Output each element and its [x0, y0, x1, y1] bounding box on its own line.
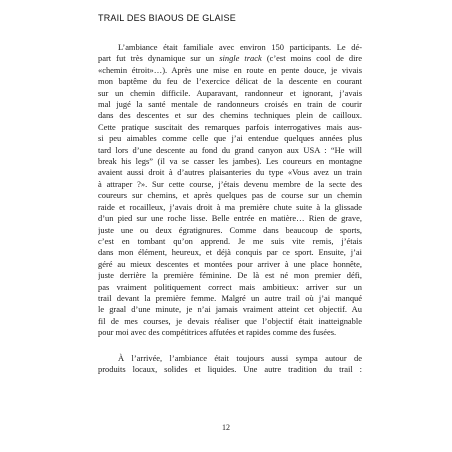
text-line: Cette pratique suscitait des remarques parfois interrogatives mais aus-: [98, 121, 362, 132]
text-line: coureurs sur chemins, et après quelques pas de course sur un chemin: [98, 190, 362, 201]
text-line: d’un pied sur une roche lisse. Belle entrée en matière… Rien de grave,: [98, 213, 362, 224]
text-line: dans des descentes et sur des chemins techniques plein de cailloux.: [98, 110, 362, 121]
text-line: juste une ou deux égratignures. Comme dans beaucoup de sports,: [98, 224, 362, 235]
text-line: avaient aussi droit à d’autres plaisanteries du type «Vous avez un train: [98, 167, 362, 178]
paragraph-1: [98, 42, 362, 339]
page-number: 12: [222, 423, 230, 432]
text-line: sur un chemin difficile. Auparavant, randonneur et ignorant, j’avais: [98, 87, 362, 98]
paragraph-spacing: [98, 339, 362, 353]
text-line: À l’arrivée, l’ambiance était toujours aussi sympa autour de: [118, 352, 362, 363]
text-line: mon baptême du feu de l’exercice délicat de la descente en courant: [98, 76, 362, 87]
text-line: raide et rocailleux, j’avais droit à ma première chute suite à la glissade: [98, 201, 362, 212]
text-line: break his legs” (il va se casser les jambes). Les coureurs en montagne: [98, 156, 362, 167]
running-head-title: TRAIL DES BIAOUS DE GLAISE: [98, 13, 236, 23]
text-line: à attraper ?». Sur cette course, j’étais devenu membre de la secte des: [98, 178, 362, 189]
text-line: c’est en tombant qu’on apprend. Je me suis vite remis, j’étais: [98, 235, 362, 246]
text-line: si peu aimables comme celle que j’ai entendue quelques années plus: [98, 133, 362, 144]
text-line: fil de mes courses, je devais réaliser que l’objectif était inatteignable: [98, 315, 362, 326]
text-line: géré au mieux descentes et montées pour arriver à une place honnête,: [98, 258, 362, 269]
text-line: mal jugé la santé mentale de randonneurs croisés en train de courir: [98, 99, 362, 110]
text-line: L’ambiance était familiale avec environ 150 participants. Le dé-: [118, 42, 362, 52]
text-line: pour moi avec des compétitrices affutées et rapides comme des fusées.: [98, 327, 337, 338]
paragraph-2: [98, 353, 362, 376]
body-text: [98, 42, 362, 375]
italic-term: single track: [219, 53, 262, 64]
text-line: trail devant la première femme. Malgré un autre trail où j’ai manqué: [98, 292, 362, 303]
text-line: dans mon élément, heureux, et déjà conquis par ce sport. Ensuite, j’ai: [98, 247, 362, 258]
text-line: produits locaux, solides et liquides. Une autre tradition du trail :: [98, 363, 362, 374]
text-line: juste derrière la première féminine. De là est né mon premier défi,: [98, 270, 362, 281]
text-line: «chemin étroit»…). Après une mise en route en pente douce, je vivais: [98, 64, 362, 75]
text-line: part fut très dynamique sur un single track (c’est moins cool de dire: [98, 53, 362, 64]
text-line: pas vraiment politiquement correct mais ambitieux: arriver sur un: [98, 281, 362, 292]
text-line: tard lors d’une descente au fond du grand canyon aux USA : “He will: [98, 144, 362, 155]
text-line: le graal d’une minute, je n’ai jamais vraiment atteint cet objectif. Au: [98, 304, 362, 315]
